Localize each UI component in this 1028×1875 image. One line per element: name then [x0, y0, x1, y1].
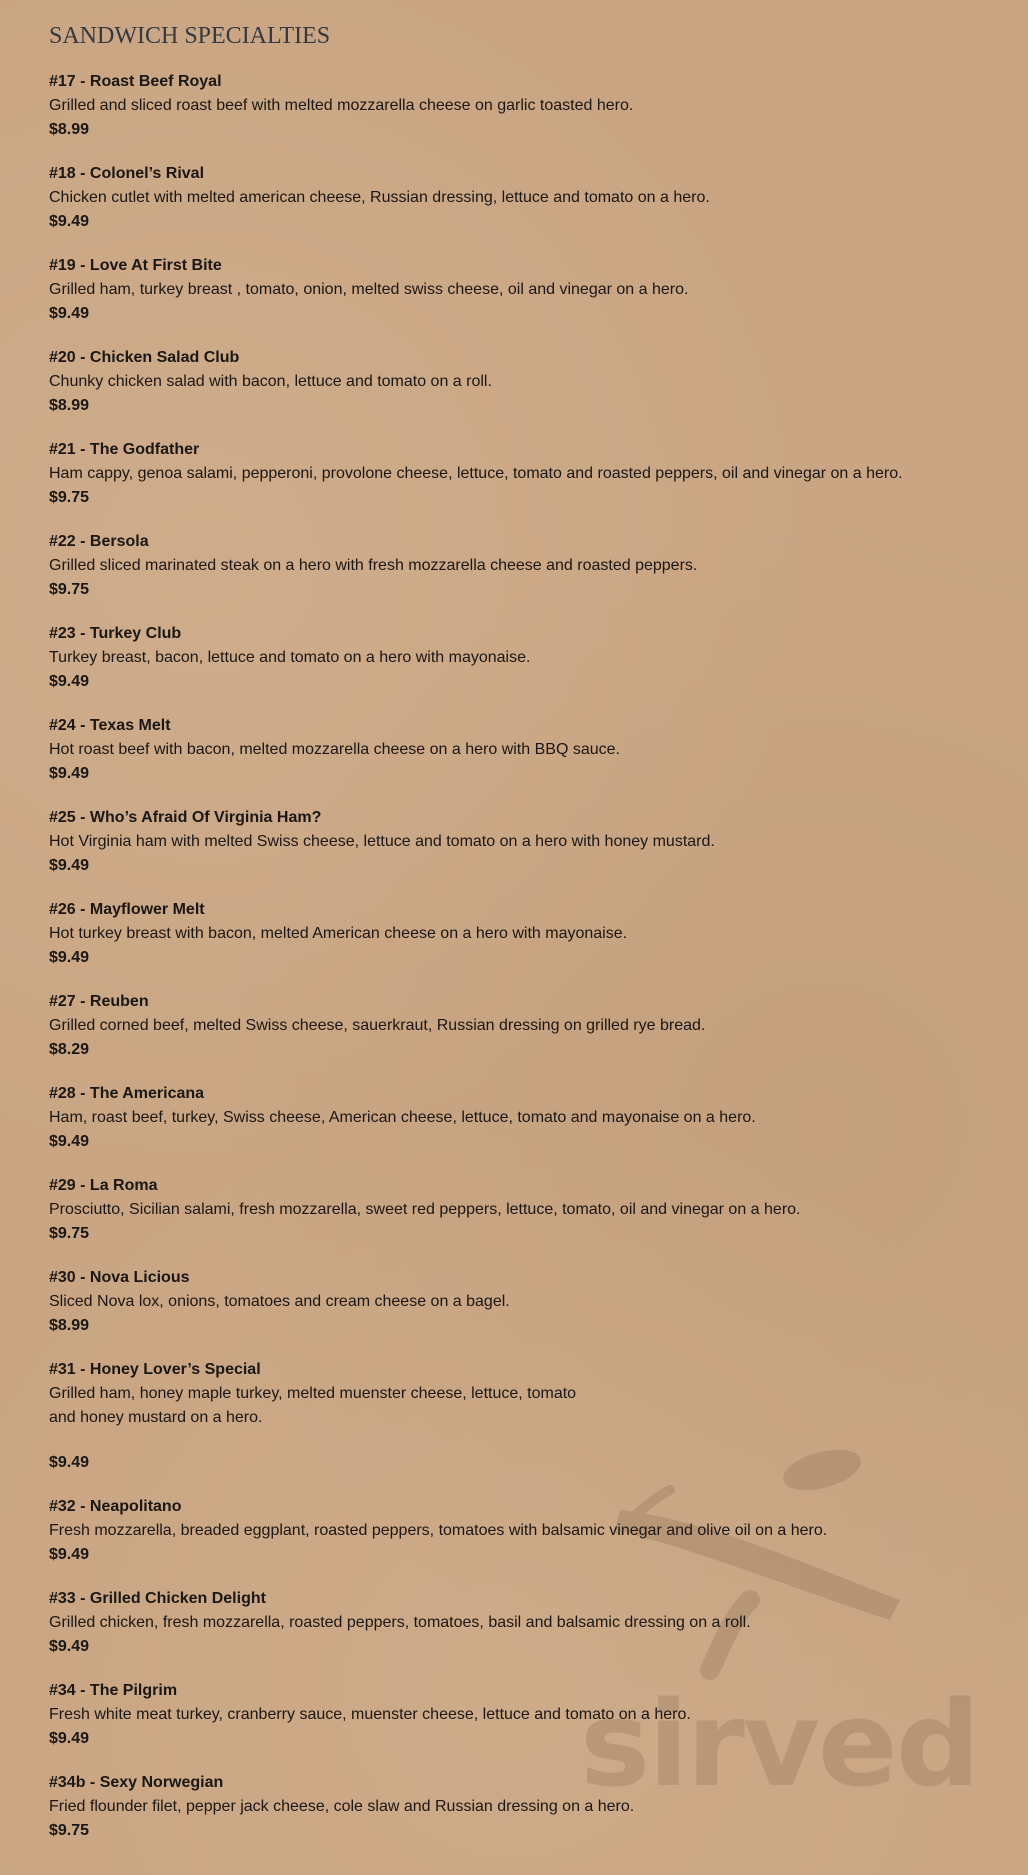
- item-description: [49, 370, 1009, 394]
- menu-item: [49, 438, 1009, 510]
- item-name: #26 - Mayflower Melt: [49, 901, 205, 918]
- item-description: [49, 1611, 1009, 1635]
- item-description: [49, 1382, 1009, 1430]
- menu-item: [49, 1358, 1009, 1475]
- section-title: SANDWICH SPECIALTIES: [49, 23, 331, 49]
- menu-item: [49, 622, 1009, 694]
- menu-item: [49, 1679, 1009, 1751]
- item-description: [49, 738, 1009, 762]
- item-price: $9.49: [49, 1454, 90, 1471]
- item-price: $9.49: [49, 857, 90, 874]
- menu-item: [49, 530, 1009, 602]
- item-description-line: Chunky chicken salad with bacon, lettuce and tomato on a roll.: [49, 373, 492, 390]
- menu-item: [49, 990, 1009, 1062]
- item-description-line: Hot roast beef with bacon, melted mozzarella cheese on a hero with BBQ sauce.: [49, 741, 620, 758]
- item-price: $8.99: [49, 1317, 90, 1334]
- item-description-line: Grilled corned beef, melted Swiss cheese, sauerkraut, Russian dressing on grilled rye bread.: [49, 1017, 706, 1034]
- menu-item: [49, 806, 1009, 878]
- item-description: [49, 922, 1009, 946]
- item-name: #31 - Honey Lover’s Special: [49, 1361, 261, 1378]
- item-description-line: Grilled sliced marinated steak on a hero with fresh mozzarella cheese and roasted peppers.: [49, 557, 698, 574]
- item-name: #28 - The Americana: [49, 1085, 205, 1102]
- item-name: #19 - Love At First Bite: [49, 257, 222, 274]
- item-description-line: Grilled ham, turkey breast , tomato, onion, melted swiss cheese, oil and vinegar on a hero.: [49, 281, 689, 298]
- item-name: #29 - La Roma: [49, 1177, 158, 1194]
- item-price: $9.75: [49, 1225, 90, 1242]
- item-name: #30 - Nova Licious: [49, 1269, 190, 1286]
- menu-section: [49, 0, 1009, 1863]
- item-description-line: and honey mustard on a hero.: [49, 1409, 263, 1426]
- item-description-line: Fresh mozzarella, breaded eggplant, roasted peppers, tomatoes with balsamic vinegar and olive oil on a hero.: [49, 1522, 828, 1539]
- item-price: $8.99: [49, 121, 90, 138]
- item-description-line: Turkey breast, bacon, lettuce and tomato on a hero with mayonaise.: [49, 649, 531, 666]
- item-description-line: Fried flounder filet, pepper jack cheese, cole slaw and Russian dressing on a hero.: [49, 1798, 635, 1815]
- item-price: $9.49: [49, 1730, 90, 1747]
- item-description: [49, 830, 1009, 854]
- item-description: [49, 1795, 1009, 1819]
- item-name: #33 - Grilled Chicken Delight: [49, 1590, 266, 1607]
- item-description-line: Grilled and sliced roast beef with melted mozzarella cheese on garlic toasted hero.: [49, 97, 634, 114]
- menu-item: [49, 254, 1009, 326]
- item-price: $8.99: [49, 397, 90, 414]
- item-price: $9.49: [49, 213, 90, 230]
- item-name: #20 - Chicken Salad Club: [49, 349, 240, 366]
- item-description: [49, 1198, 1009, 1222]
- item-name: #24 - Texas Melt: [49, 717, 171, 734]
- menu-item: [49, 70, 1009, 142]
- menu-item-list: [49, 70, 1009, 1843]
- item-price: $9.75: [49, 1822, 90, 1839]
- item-price: $9.49: [49, 1546, 90, 1563]
- item-price: $9.75: [49, 489, 90, 506]
- item-price: $9.49: [49, 949, 90, 966]
- item-description: [49, 462, 1009, 486]
- item-description-line: Sliced Nova lox, onions, tomatoes and cream cheese on a bagel.: [49, 1293, 510, 1310]
- item-description-line: Grilled chicken, fresh mozzarella, roasted peppers, tomatoes, basil and balsamic dressing on a roll.: [49, 1614, 751, 1631]
- item-name: #34 - The Pilgrim: [49, 1682, 178, 1699]
- item-description-line: Prosciutto, Sicilian salami, fresh mozzarella, sweet red peppers, lettuce, tomato, oil and vinegar on a hero.: [49, 1201, 801, 1218]
- item-description: [49, 94, 1009, 118]
- item-price: $9.75: [49, 581, 90, 598]
- menu-item: [49, 1266, 1009, 1338]
- item-name: #25 - Who’s Afraid Of Virginia Ham?: [49, 809, 322, 826]
- item-name: #32 - Neapolitano: [49, 1498, 182, 1515]
- item-description-line: Grilled ham, honey maple turkey, melted muenster cheese, lettuce, tomato: [49, 1385, 577, 1402]
- item-name: #23 - Turkey Club: [49, 625, 182, 642]
- menu-item: [49, 346, 1009, 418]
- menu-item: [49, 898, 1009, 970]
- item-name: #34b - Sexy Norwegian: [49, 1774, 224, 1791]
- item-price: $8.29: [49, 1041, 90, 1058]
- item-description: [49, 1703, 1009, 1727]
- item-description: [49, 554, 1009, 578]
- item-name: #22 - Bersola: [49, 533, 149, 550]
- watermark-text: sirved: [580, 1675, 979, 1813]
- item-name: #17 - Roast Beef Royal: [49, 73, 222, 90]
- item-description-line: Hot Virginia ham with melted Swiss cheese, lettuce and tomato on a hero with honey mustard.: [49, 833, 715, 850]
- item-description: [49, 1290, 1009, 1314]
- item-price: $9.49: [49, 673, 90, 690]
- menu-item: [49, 714, 1009, 786]
- item-price: $9.49: [49, 305, 90, 322]
- item-name: #27 - Reuben: [49, 993, 149, 1010]
- menu-item: [49, 1174, 1009, 1246]
- item-description: [49, 646, 1009, 670]
- menu-item: [49, 1587, 1009, 1659]
- item-description: [49, 1519, 1009, 1543]
- item-description: [49, 278, 1009, 302]
- item-price: $9.49: [49, 1638, 90, 1655]
- item-description: [49, 1106, 1009, 1130]
- item-description-line: Fresh white meat turkey, cranberry sauce, muenster cheese, lettuce and tomato on a hero.: [49, 1706, 691, 1723]
- item-description-line: Ham cappy, genoa salami, pepperoni, provolone cheese, lettuce, tomato and roasted peppers, oil and vinegar on a hero.: [49, 465, 903, 482]
- menu-item: [49, 1771, 1009, 1843]
- item-name: #18 - Colonel’s Rival: [49, 165, 205, 182]
- item-price: $9.49: [49, 765, 90, 782]
- item-description: [49, 1014, 1009, 1038]
- menu-item: [49, 1082, 1009, 1154]
- item-description: [49, 186, 1009, 210]
- item-name: #21 - The Godfather: [49, 441, 200, 458]
- item-price: $9.49: [49, 1133, 90, 1150]
- item-description-line: Chicken cutlet with melted american cheese, Russian dressing, lettuce and tomato on a hero.: [49, 189, 710, 206]
- item-description-line: Hot turkey breast with bacon, melted American cheese on a hero with mayonaise.: [49, 925, 628, 942]
- menu-item: [49, 1495, 1009, 1567]
- menu-item: [49, 162, 1009, 234]
- item-description-line: Ham, roast beef, turkey, Swiss cheese, American cheese, lettuce, tomato and mayonaise on a hero.: [49, 1109, 756, 1126]
